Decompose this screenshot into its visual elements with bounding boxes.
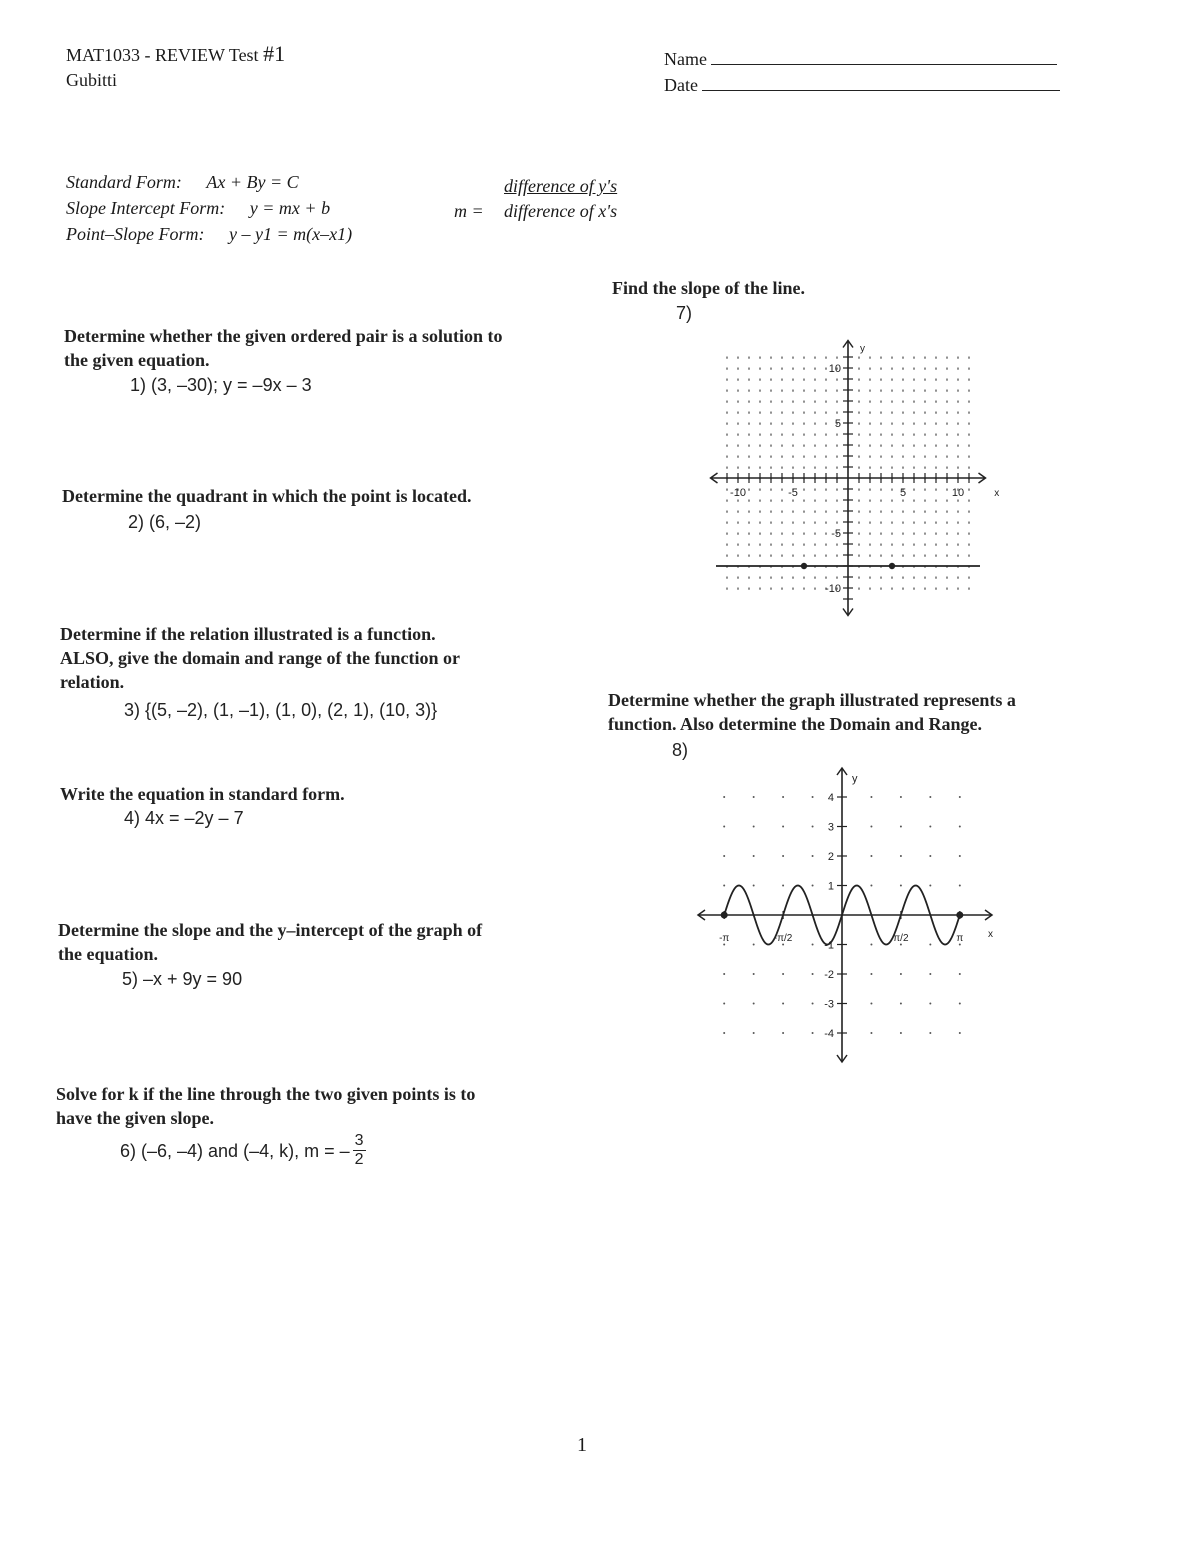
grid-dot [782, 885, 784, 887]
grid-dot [753, 944, 755, 946]
q1-prompt-line2: the given equation. [64, 350, 210, 370]
q6-prompt-line1: Solve for k if the line through the two given points is to [56, 1084, 476, 1104]
grid-dot [870, 885, 872, 887]
q7-prompt: Find the slope of the line. [612, 278, 806, 298]
grid-dot [900, 973, 902, 975]
grid-dot [900, 855, 902, 857]
y-tick-label: -10 [825, 583, 841, 595]
q8-prompt [608, 688, 1088, 736]
x-tick-label: 5 [899, 487, 907, 499]
grid-dot [959, 885, 961, 887]
line-point [801, 563, 807, 569]
q7-graph [690, 320, 1010, 636]
grid-dot [812, 944, 814, 946]
grid-dot [812, 973, 814, 975]
grid-dot [753, 973, 755, 975]
grid-dot [929, 944, 931, 946]
grid-dot [723, 796, 725, 798]
date-line[interactable] [702, 72, 1060, 91]
test-number: #1 [263, 41, 286, 66]
y-axis-label: y [860, 343, 865, 355]
q3-prompt-line2: ALSO, give the domain and range of the function or [60, 648, 461, 668]
q1-prompt [64, 324, 584, 372]
instructor-name: Gubitti [66, 70, 118, 90]
grid-dot [870, 944, 872, 946]
name-line[interactable] [711, 46, 1057, 65]
grid-dot [812, 1032, 814, 1034]
y-tick-label: -4 [824, 1028, 834, 1040]
date-label: Date [664, 75, 698, 95]
grid-dot [723, 973, 725, 975]
x-tick-label: π [956, 933, 964, 944]
grid-dot [900, 1032, 902, 1034]
grid-dot [812, 796, 814, 798]
standard-form-label: Standard Form: [66, 172, 182, 192]
q6-slope-fraction [353, 1132, 366, 1169]
q7-label: 7) [676, 303, 693, 323]
grid-dot [753, 855, 755, 857]
grid-dot [929, 885, 931, 887]
y-tick-label: 1 [827, 880, 834, 893]
x-tick-label: -π/2 [773, 933, 793, 944]
grid-dot [753, 885, 755, 887]
grid-dot [959, 1032, 961, 1034]
formula-slope-intercept [66, 196, 330, 220]
grid-dot [723, 1032, 725, 1034]
q2-problem: 2) (6, –2) [128, 512, 202, 532]
grid-dot [929, 796, 931, 798]
page-number: 1 [577, 1434, 587, 1456]
q6-problem-text: 6) (–6, –4) and (–4, k), m = – [120, 1140, 350, 1161]
grid-dot [870, 826, 872, 828]
q1-prompt-line1: Determine whether the given ordered pair is a solution to [64, 326, 503, 346]
grid-dot [959, 1003, 961, 1005]
endpoint [721, 912, 728, 919]
grid-dot [929, 855, 931, 857]
grid-dot [929, 973, 931, 975]
y-tick-label: 10 [828, 363, 841, 375]
grid-dot [929, 826, 931, 828]
grid-dot [900, 796, 902, 798]
y-tick-label: -2 [824, 969, 834, 981]
y-tick-label: 5 [834, 418, 841, 430]
grid-dot [753, 1003, 755, 1005]
q3-prompt-line1: Determine if the relation illustrated is a function. [60, 624, 436, 644]
y-tick-label: 3 [827, 821, 834, 834]
x-axis-label: x [988, 929, 993, 940]
q6-prompt-line2: have the given slope. [56, 1108, 215, 1128]
course-title [66, 42, 285, 67]
point-slope-eq: y – y1 = m(x–x1) [228, 224, 353, 244]
q4-prompt: Write the equation in standard form. [60, 784, 345, 804]
grid-dot [929, 1032, 931, 1034]
slope-intercept-label: Slope Intercept Form: [66, 198, 226, 218]
grid-dot [812, 885, 814, 887]
x-tick-label: 10 [951, 487, 965, 499]
grid-dot [959, 796, 961, 798]
grid-dot [812, 1003, 814, 1005]
y-tick-label: -5 [831, 528, 841, 540]
standard-form-eq: Ax + By = C [206, 172, 299, 192]
slope-intercept-eq: y = mx + b [249, 198, 331, 218]
grid-dot [870, 1003, 872, 1005]
formula-standard [66, 170, 299, 194]
grid-dot [782, 855, 784, 857]
grid-dot [753, 826, 755, 828]
grid-dot [929, 1003, 931, 1005]
q2-prompt: Determine the quadrant in which the point is located. [62, 486, 472, 506]
grid-dot [900, 1003, 902, 1005]
y-axis-label: y [852, 773, 858, 785]
x-tick-label: -10 [730, 487, 746, 499]
q5-prompt-line1: Determine the slope and the y–intercept of the graph of [58, 920, 483, 940]
q3-prompt-line3: relation. [60, 672, 125, 692]
grid-dot [753, 796, 755, 798]
grid-dot [723, 826, 725, 828]
grid-dot [870, 973, 872, 975]
grid-dot [959, 973, 961, 975]
grid-dot [812, 855, 814, 857]
name-label: Name [664, 49, 707, 69]
x-tick-label: -π [719, 933, 730, 944]
grid-dot [959, 855, 961, 857]
grid-dot [782, 973, 784, 975]
q8-prompt-line2: function. Also determine the Domain and Range. [608, 714, 983, 734]
slope-denominator: difference of x's [504, 201, 618, 221]
formula-point-slope [66, 222, 352, 246]
q8-label: 8) [672, 740, 689, 760]
endpoint [956, 912, 963, 919]
name-field[interactable] [664, 46, 1057, 71]
grid-dot [782, 796, 784, 798]
grid-dot [900, 826, 902, 828]
grid-dot [870, 1032, 872, 1034]
q6-frac-denominator: 2 [354, 1151, 364, 1168]
grid-dot [900, 885, 902, 887]
q6-frac-numerator: 3 [354, 1132, 364, 1149]
q8-graph [690, 760, 1010, 1070]
grid-dot [959, 826, 961, 828]
q3-prompt [60, 622, 580, 694]
y-tick-label: 4 [827, 792, 834, 804]
grid-dot [723, 855, 725, 857]
course-name: MAT1033 - REVIEW Test [66, 45, 259, 65]
grid-dot [782, 826, 784, 828]
grid-dot [723, 1003, 725, 1005]
y-tick-label: 2 [827, 851, 834, 863]
grid-dot [753, 1032, 755, 1034]
slope-m-label: m = [454, 201, 484, 221]
q5-prompt-line2: the equation. [58, 944, 159, 964]
point-slope-label: Point–Slope Form: [66, 224, 205, 244]
date-field[interactable] [664, 72, 1060, 97]
x-tick-label: -5 [788, 487, 798, 499]
q5-prompt [58, 918, 578, 966]
grid-dot [782, 1003, 784, 1005]
grid-dot [812, 826, 814, 828]
y-tick-label: -3 [824, 998, 834, 1011]
grid-dot [870, 796, 872, 798]
grid-dot [723, 885, 725, 887]
q4-problem: 4) 4x = –2y – 7 [124, 808, 244, 828]
q5-problem: 5) –x + 9y = 90 [122, 969, 243, 989]
x-tick-label: π/2 [893, 933, 909, 944]
line-point [889, 563, 895, 569]
y-tick-label: -1 [824, 939, 834, 952]
slope-numerator: difference of y's [504, 176, 618, 196]
q6-problem [120, 1132, 366, 1169]
x-axis-label: x [994, 488, 1000, 499]
grid-dot [782, 1032, 784, 1034]
q3-problem: 3) {(5, –2), (1, –1), (1, 0), (2, 1), (10, 3)} [124, 700, 438, 720]
q1-problem: 1) (3, –30); y = –9x – 3 [130, 375, 312, 395]
grid-dot [870, 855, 872, 857]
q6-prompt [56, 1082, 576, 1130]
q8-prompt-line1: Determine whether the graph illustrated represents a [608, 690, 1016, 710]
